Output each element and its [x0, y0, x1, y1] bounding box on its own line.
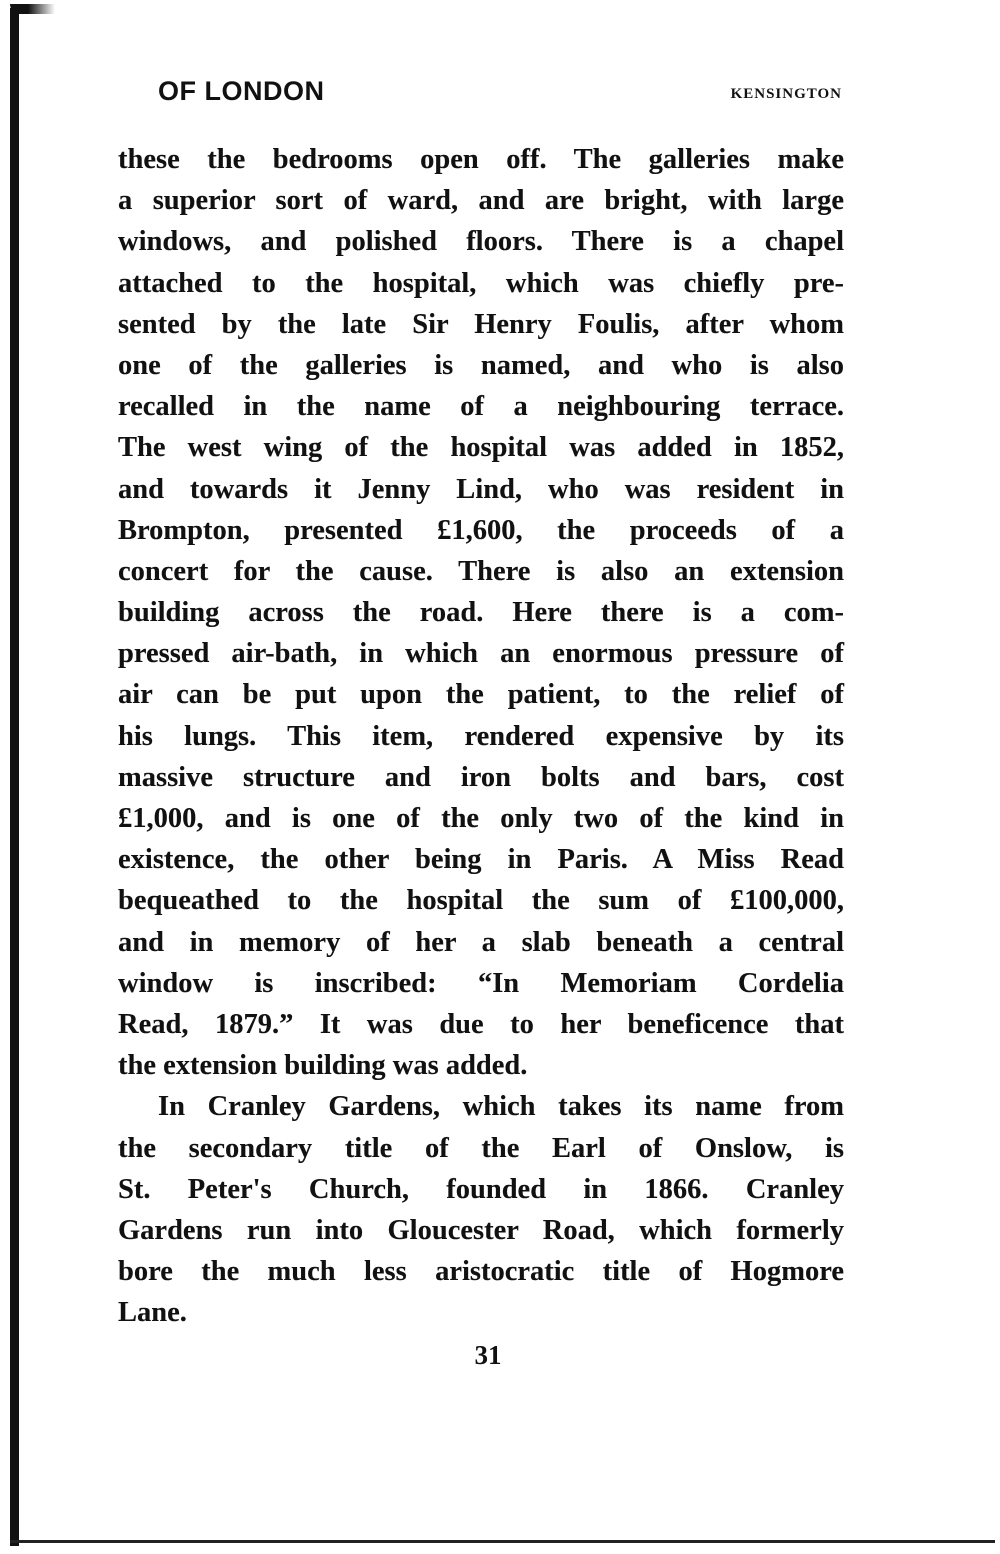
text-line: Lane.: [118, 1297, 187, 1329]
text-line: sented by the late Sir Henry Foulis, after whom: [118, 308, 844, 340]
page-number: 31: [474, 1340, 502, 1370]
text-line: air can be put upon the patient, to the relief of: [118, 679, 844, 711]
text-line: his lungs. This item, rendered expensive by its: [118, 720, 844, 752]
text-line: bore the much less aristocratic title of Hogmore: [118, 1256, 844, 1288]
running-head-right: KENSINGTON: [730, 86, 842, 102]
text-line: attached to the hospital, which was chiefly pre-: [118, 267, 844, 299]
text-line: these the bedrooms open off. The galleries make: [118, 144, 844, 175]
running-head-left: OF LONDON: [158, 76, 325, 106]
text-line: In Cranley Gardens, which takes its name from: [158, 1091, 844, 1123]
text-line: existence, the other being in Paris. A Miss Read: [118, 844, 844, 876]
paragraph: [118, 1086, 844, 1333]
text-line: Gardens run into Gloucester Road, which formerly: [118, 1214, 844, 1246]
text-line: St. Peter's Church, founded in 1866. Cranley: [118, 1173, 844, 1205]
text-line: and towards it Jenny Lind, who was resident in: [118, 473, 844, 505]
page-edge-left: [10, 8, 19, 1546]
text-line: window is inscribed: “In Memoriam Cordelia: [118, 967, 844, 999]
paragraph: [118, 139, 844, 1086]
text-line: recalled in the name of a neighbouring terrace.: [118, 391, 844, 423]
text-line: the secondary title of the Earl of Onslow, is: [118, 1132, 844, 1164]
text-line: concert for the cause. There is also an extension: [118, 555, 844, 587]
text-line: and in memory of her a slab beneath a central: [118, 926, 844, 958]
text-line: Brompton, presented £1,600, the proceeds of a: [118, 514, 844, 546]
text-line: pressed air-bath, in which an enormous pressure of: [118, 638, 844, 670]
text-line: building across the road. Here there is a com-: [118, 597, 844, 629]
text-line: bequeathed to the hospital the sum of £100,000,: [118, 885, 844, 917]
text-line: Read, 1879.” It was due to her beneficence that: [118, 1008, 844, 1040]
text-line: £1,000, and is one of the only two of the kind in: [118, 803, 844, 834]
text-line: one of the galleries is named, and who is also: [118, 349, 844, 381]
body-text: [118, 139, 844, 1333]
text-line: the extension building was added.: [118, 1050, 528, 1082]
text-line: The west wing of the hospital was added in 1852,: [118, 432, 844, 464]
text-line: massive structure and iron bolts and bars, cost: [118, 761, 844, 793]
text-line: windows, and polished floors. There is a chapel: [118, 226, 844, 258]
text-line: a superior sort of ward, and are bright, with large: [118, 185, 844, 217]
page-edge-bottom: [10, 1540, 995, 1543]
